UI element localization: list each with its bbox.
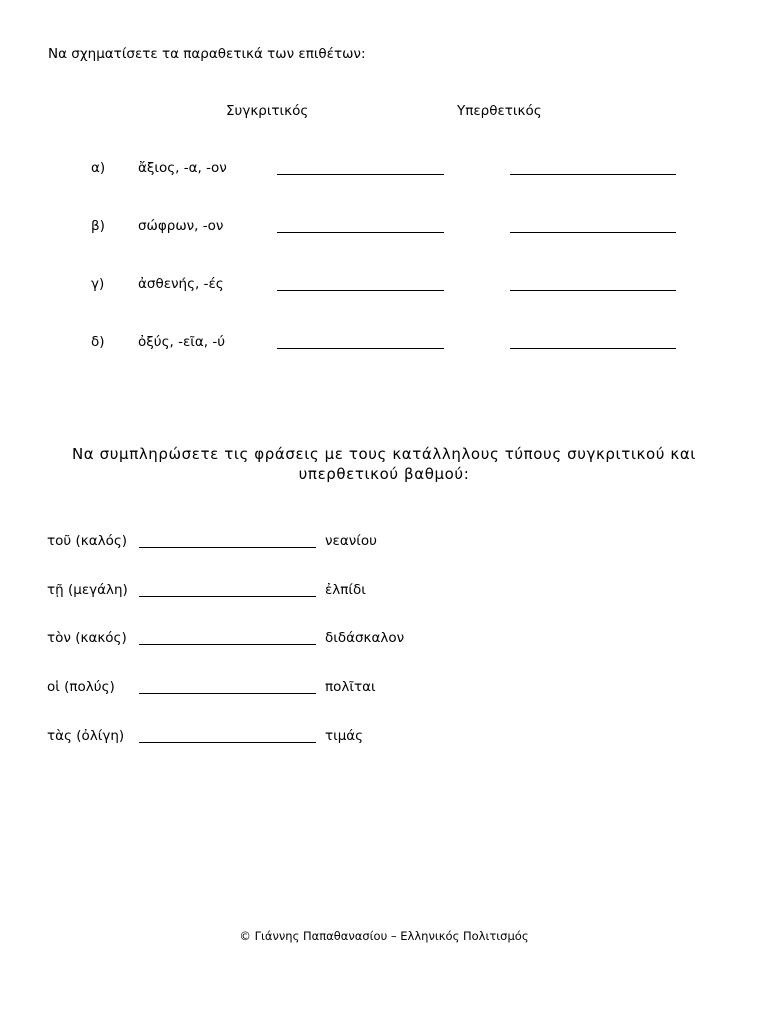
comparative-blank[interactable] xyxy=(277,232,444,233)
row-label: γ) xyxy=(91,276,105,292)
superlative-blank[interactable] xyxy=(510,348,676,349)
phrase-prompt: τὰς (ὀλίγη) xyxy=(47,728,125,744)
phrase-ending: νεανίου xyxy=(325,533,377,549)
phrase-blank[interactable] xyxy=(139,644,316,645)
phrase-ending: ἐλπίδι xyxy=(325,582,366,598)
adjective-word: ὀξύς, -εῖα, -ύ xyxy=(138,334,226,350)
header-superlative: Υπερθετικός xyxy=(457,103,542,119)
adjective-word: σώφρων, -ον xyxy=(138,218,224,234)
phrase-prompt: τὸν (κακός) xyxy=(47,630,127,646)
row-label: δ) xyxy=(91,334,105,350)
row-label: α) xyxy=(91,160,106,176)
row-label: β) xyxy=(91,218,105,234)
phrase-blank[interactable] xyxy=(139,596,316,597)
phrase-ending: τιμάς xyxy=(325,728,364,744)
adjective-word: ἀσθενής, -ές xyxy=(138,276,224,292)
header-comparative: Συγκριτικός xyxy=(226,103,309,119)
superlative-blank[interactable] xyxy=(510,174,676,175)
superlative-blank[interactable] xyxy=(510,232,676,233)
exercise2-instruction-line1: Να συμπληρώσετε τις φράσεις με τους κατάλληλους τύπους συγκριτικού και xyxy=(71,445,696,463)
exercise1-instruction: Να σχηματίσετε τα παραθετικά των επιθέτων: xyxy=(48,46,366,62)
phrase-ending: πολῖται xyxy=(325,679,376,695)
exercise2-instruction xyxy=(40,444,728,484)
superlative-blank[interactable] xyxy=(510,290,676,291)
phrase-blank[interactable] xyxy=(139,693,316,694)
exercise2-instruction-line2: υπερθετικού βαθμού: xyxy=(298,465,470,483)
phrase-prompt: τῇ (μεγάλη) xyxy=(47,582,128,598)
footer-copyright: © Γιάννης Παπαθανασίου – Ελληνικός Πολιτισμός xyxy=(239,929,529,943)
phrase-prompt: οἱ (πολύς) xyxy=(47,679,115,695)
phrase-ending: διδάσκαλον xyxy=(325,630,405,646)
comparative-blank[interactable] xyxy=(277,348,444,349)
phrase-prompt: τοῦ (καλός) xyxy=(47,533,128,549)
adjective-word: ἄξιος, -α, -ον xyxy=(138,160,227,176)
comparative-blank[interactable] xyxy=(277,174,444,175)
phrase-blank[interactable] xyxy=(139,742,316,743)
comparative-blank[interactable] xyxy=(277,290,444,291)
phrase-blank[interactable] xyxy=(139,547,316,548)
